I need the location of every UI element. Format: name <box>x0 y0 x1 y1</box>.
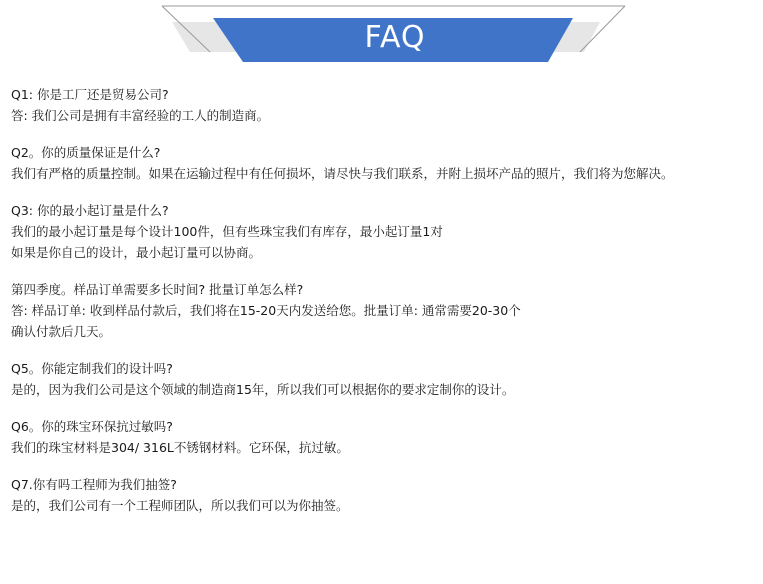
faq-question: Q5。你能定制我们的设计吗? <box>11 361 173 376</box>
faq-item-q1 <box>11 84 756 126</box>
faq-item-q5 <box>11 358 756 400</box>
faq-item-q2 <box>11 142 756 184</box>
faq-answer-line: 如果是你自己的设计，最小起订量可以协商。 <box>11 245 262 260</box>
faq-question: Q1: 你是工厂还是贸易公司? <box>11 87 169 102</box>
faq-item-q3 <box>11 200 756 263</box>
faq-banner <box>0 0 763 70</box>
faq-answer-line: 是的，因为我们公司是这个领域的制造商15年，所以我们可以根据你的要求定制你的设计。 <box>11 382 515 397</box>
faq-question: Q2。你的质量保证是什么? <box>11 145 161 160</box>
faq-answer-line: 答: 样品订单: 收到样品付款后，我们将在15-20天内发送给您。批量订单: 通常需要20-30个 <box>11 303 521 318</box>
faq-answer-line: 确认付款后几天。 <box>11 324 112 339</box>
faq-answer-line: 我们有严格的质量控制。如果在运输过程中有任何损坏，请尽快与我们联系，并附上损坏产品的照片，我们将为您解决。 <box>11 166 674 181</box>
faq-answer-line: 是的，我们公司有一个工程师团队，所以我们可以为你抽签。 <box>11 498 349 513</box>
faq-answer-line: 我们的最小起订量是每个设计100件，但有些珠宝我们有库存，最小起订量1对 <box>11 224 443 239</box>
faq-list <box>11 84 756 532</box>
faq-question: Q3: 你的最小起订量是什么? <box>11 203 169 218</box>
faq-item-q6 <box>11 416 756 458</box>
faq-answer-line: 我们的珠宝材料是304/ 316L不锈钢材料。它环保，抗过敏。 <box>11 440 349 455</box>
faq-question: 第四季度。样品订单需要多长时间? 批量订单怎么样? <box>11 282 304 297</box>
faq-item-q4 <box>11 279 756 342</box>
faq-item-q7 <box>11 474 756 516</box>
page-title: FAQ <box>364 20 426 55</box>
faq-question: Q7.你有吗工程师为我们抽签? <box>11 477 177 492</box>
faq-answer-line: 答: 我们公司是拥有丰富经验的工人的制造商。 <box>11 108 270 123</box>
faq-question: Q6。你的珠宝环保抗过敏吗? <box>11 419 173 434</box>
